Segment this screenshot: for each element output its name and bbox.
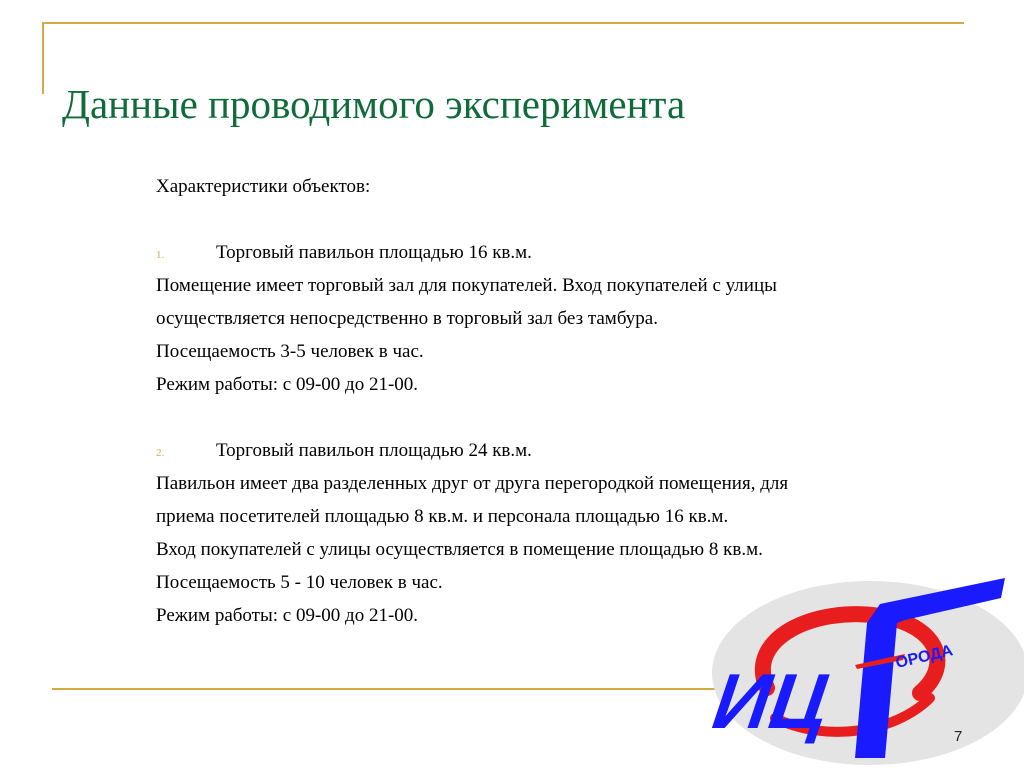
logo-letters: ИЦ bbox=[708, 657, 834, 745]
item-2-line: приема посетителей площадью 8 кв.м. и персонала площадью 16 кв.м. bbox=[156, 506, 729, 527]
spacer bbox=[156, 401, 956, 434]
item-1-line: Посещаемость 3-5 человек в час. bbox=[156, 341, 424, 362]
item-1-line: Режим работы: с 09-00 до 21-00. bbox=[156, 374, 419, 395]
top-decorative-line bbox=[42, 22, 964, 24]
item-2-line: Посещаемость 5 - 10 человек в час. bbox=[156, 572, 443, 593]
item-1-title: Торговый павильон площадью 16 кв.м. bbox=[216, 242, 532, 263]
item-2-title-row bbox=[156, 434, 956, 467]
characteristics-heading: Характеристики объектов: bbox=[156, 176, 371, 197]
item-1-line: осуществляется непосредственно в торговый зал без тамбура. bbox=[156, 308, 658, 329]
logo-word-goroda: ОРОДА bbox=[894, 642, 955, 672]
item-2-line: Павильон имеет два разделенных друг от друга перегородкой помещения, для bbox=[156, 473, 789, 494]
item-1-title-row bbox=[156, 236, 956, 269]
logo-word-energetika: НЕРГЕТИКА bbox=[902, 585, 999, 624]
left-decorative-line bbox=[42, 22, 44, 94]
item-2-title: Торговый павильон площадью 24 кв.м. bbox=[216, 440, 532, 461]
item-2-number: 2. bbox=[156, 447, 165, 459]
item-1-number: 1. bbox=[156, 249, 165, 261]
company-logo bbox=[705, 568, 1024, 768]
item-2-line: Режим работы: с 09-00 до 21-00. bbox=[156, 605, 419, 626]
spacer bbox=[156, 203, 956, 236]
slide-title: Данные проводимого эксперимента bbox=[62, 81, 686, 127]
item-1-line: Помещение имеет торговый зал для покупателей. Вход покупателей с улицы bbox=[156, 275, 777, 296]
slide-content bbox=[156, 170, 956, 632]
item-2-line: Вход покупателей с улицы осуществляется в помещение площадью 8 кв.м. bbox=[156, 539, 763, 560]
page-number: 7 bbox=[954, 728, 963, 745]
